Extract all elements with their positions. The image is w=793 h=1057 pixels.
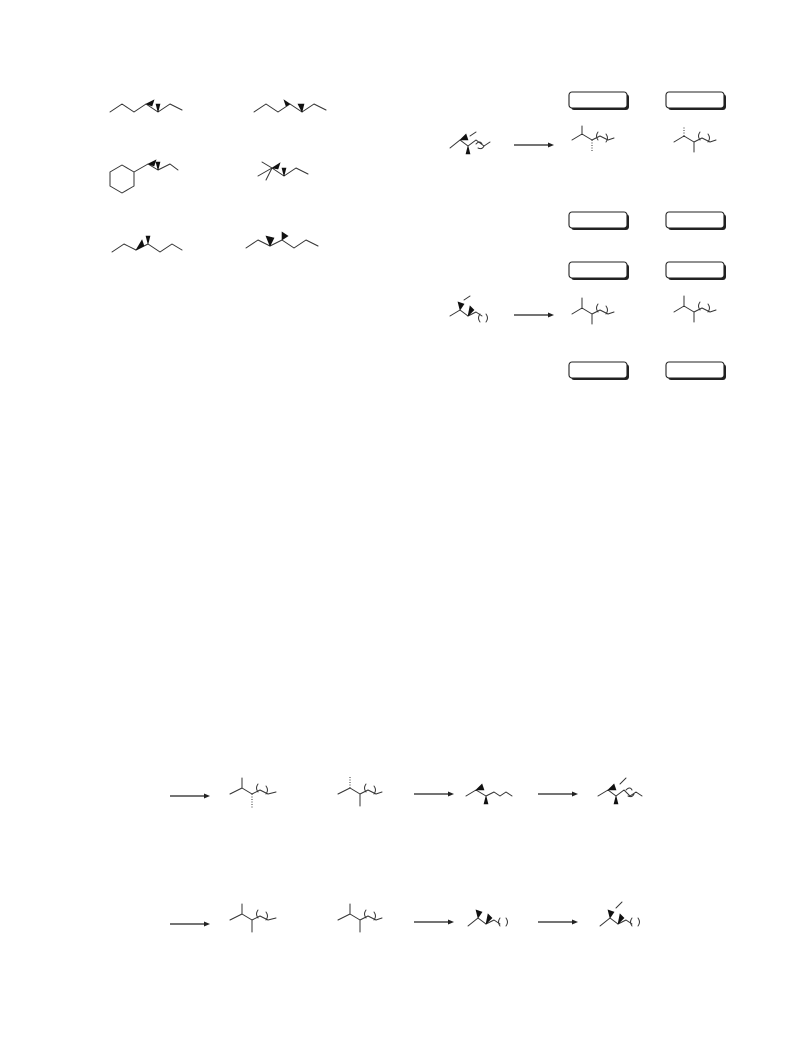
bottom-row-1-arrow-2 bbox=[414, 792, 454, 797]
bottom-row-1-intermediate bbox=[466, 784, 512, 804]
answer-box-1-bottom-right[interactable] bbox=[666, 212, 726, 230]
answer-box-2-bottom-left[interactable] bbox=[569, 362, 629, 380]
bottom-row-1-product bbox=[230, 778, 276, 808]
structure-octane-wedge-1 bbox=[110, 100, 182, 112]
reaction-2-reactant bbox=[450, 296, 488, 322]
answer-box-1-top-left[interactable] bbox=[569, 92, 629, 110]
bottom-row-1-arrow-1 bbox=[170, 794, 210, 799]
structure-heptane-dimer bbox=[246, 232, 318, 248]
structure-heptane-wedge bbox=[112, 236, 182, 252]
reaction-2-product-b bbox=[674, 296, 716, 322]
answer-box-2-bottom-right[interactable] bbox=[666, 362, 726, 380]
answer-box-1-bottom-left[interactable] bbox=[569, 212, 629, 230]
reaction-1-arrow bbox=[514, 143, 554, 148]
bottom-row-2-product bbox=[230, 904, 276, 932]
bottom-row-1-arrow-3 bbox=[538, 792, 578, 797]
reaction-1-reactant bbox=[450, 132, 490, 154]
answer-box-2-top-left[interactable] bbox=[569, 262, 629, 280]
reaction-1-product-a bbox=[572, 126, 614, 152]
structure-cyclohexyl bbox=[110, 160, 178, 193]
bottom-row-2-arrow-1 bbox=[170, 922, 210, 927]
bottom-row-1-final-product bbox=[598, 778, 642, 804]
bottom-row-2-reactant-2 bbox=[338, 904, 382, 932]
reaction-1-product-b bbox=[674, 126, 716, 152]
reaction-2-arrow bbox=[514, 313, 554, 318]
answer-box-2-top-right[interactable] bbox=[666, 262, 726, 280]
answer-box-1-top-right[interactable] bbox=[666, 92, 726, 110]
bottom-row-2-intermediate bbox=[468, 910, 508, 926]
bottom-row-1-reactant-2 bbox=[338, 776, 382, 806]
structure-octane-dimer-1 bbox=[254, 100, 326, 112]
structure-tert-butyl bbox=[258, 162, 308, 180]
bottom-row-2-final-product bbox=[600, 902, 640, 926]
reaction-2-product-a bbox=[572, 298, 614, 324]
bottom-row-2-arrow-3 bbox=[538, 920, 578, 925]
bottom-row-2-arrow-2 bbox=[414, 920, 454, 925]
